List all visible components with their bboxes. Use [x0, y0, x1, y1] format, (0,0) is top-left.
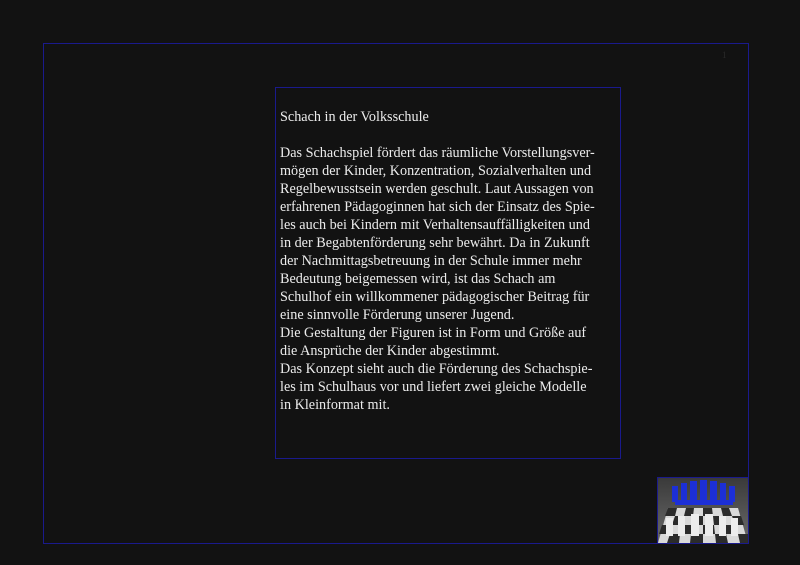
article-body	[280, 144, 616, 414]
body-line: die Ansprüche der Kinder abgestimmt.	[280, 343, 500, 359]
body-line: Schulhof ein willkommener pädagogischer Beitrag für	[280, 289, 590, 305]
article-text-box	[275, 87, 621, 459]
chess-set-thumbnail[interactable]	[657, 477, 749, 544]
body-line: les im Schulhaus vor und liefert zwei gleiche Modelle	[280, 379, 587, 395]
article-title: Schach in der Volksschule	[280, 109, 429, 125]
body-line: der Nachmittagsbetreuung in der Schule immer mehr	[280, 253, 582, 269]
body-line: Bedeutung beigemessen wird, ist das Schach am	[280, 271, 556, 287]
body-line: mögen der Kinder, Konzentration, Sozialverhalten und	[280, 163, 592, 179]
body-line: eine sinnvolle Förderung unserer Jugend.	[280, 307, 515, 323]
chess-set-photo-icon	[658, 478, 748, 543]
body-line: Das Konzept sieht auch die Förderung des Schachspie-	[280, 361, 593, 377]
body-line: Die Gestaltung der Figuren ist in Form und Größe auf	[280, 325, 587, 341]
body-line: in der Begabtenförderung sehr bewährt. Da in Zukunft	[280, 235, 590, 251]
body-line: in Kleinformat mit.	[280, 397, 390, 413]
body-line: Das Schachspiel fördert das räumliche Vorstellungsver-	[280, 145, 595, 161]
body-line: Regelbewusstsein werden geschult. Laut Aussagen von	[280, 181, 594, 197]
page-number: 1	[722, 50, 727, 60]
body-line: les auch bei Kindern mit Verhaltensauffälligkeiten und	[280, 217, 590, 233]
body-line: erfahrenen Pädagoginnen hat sich der Einsatz des Spie-	[280, 199, 595, 215]
